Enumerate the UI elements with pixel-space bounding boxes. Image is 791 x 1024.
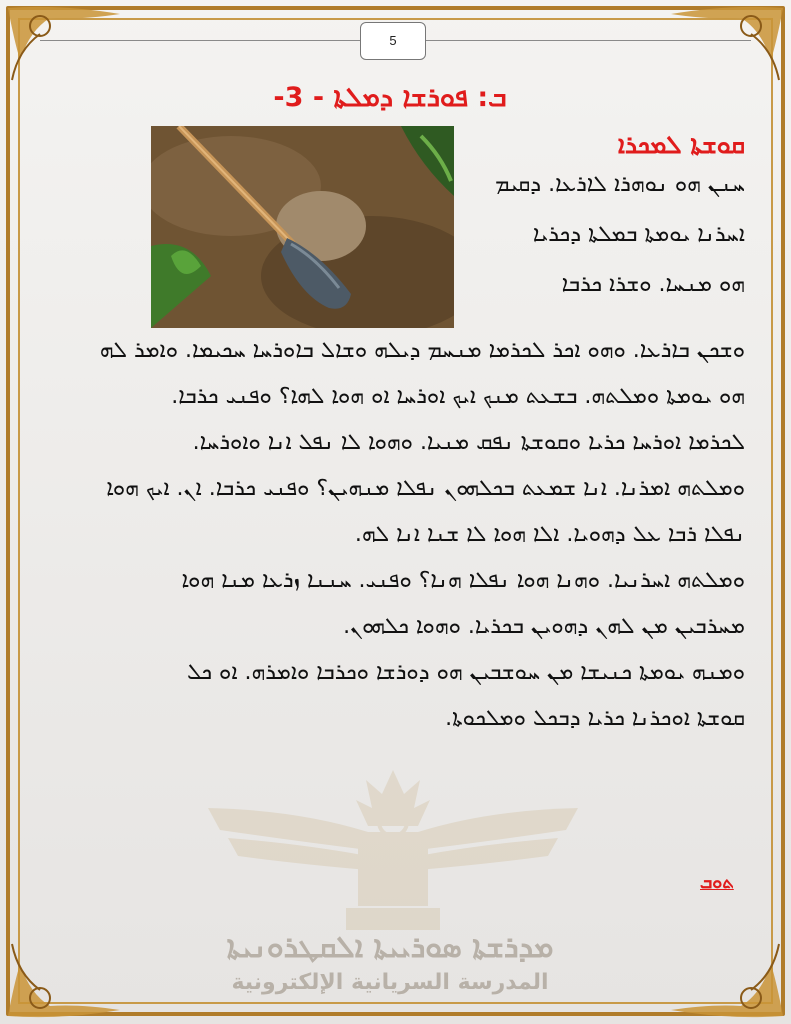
text-line: ܘܡܠܬܗ ܐܡܪܢܐ. ܐܢܐ ܫܡܥܬ ܒܟܠܗܘܢ ܢܦܠܐ ܡܢܗܝܢ؟ ܘܦܢܝ ܟܪܒܐ. ܐܢ. ܐܝܟ ܗܘܐ <box>106 476 745 501</box>
text-line: ܐܚܪܢܐ ܝܘܡܬܐ ܒܡܠܬܐ ܕܟܪܝܐ <box>532 222 745 247</box>
winged-emblem-watermark <box>208 770 578 935</box>
text-line: ܡܚܪܒܝܢ ܡܢ ܠܗܢ ܕܗܘܝܢ ܒܟܪܝܐ. ܘܗܘܐ ܟܠܗܘܢ. <box>343 614 745 639</box>
text-line: ܗܘ ܡܢܚܐ. ܘܫܪܐ ܟܪܒܐ <box>561 272 745 297</box>
text-line: ܗܘ ܝܘܡܬܐ ܘܡܠܬܗ. ܒܫܥܬ ܡܢܟ ܐܝܟ ܐܘܪܚܐ ܐܘ ܗܘܐ ܠܗܐ؟ ܘܦܢܝ ܟܪܒܐ. <box>171 384 745 409</box>
text-line: ܠܟܪܡܐ ܐܘܪܚܐ ܟܪܝܐ ܘܩܘܫܬܐ ܢܦܩ ܡܢܝܐ. ܘܗܘܐ ܠܐ ܢܦܠ ܐܢܐ ܘܐܘܪܚܐ. <box>192 430 745 455</box>
shovel-in-soil-photo <box>151 126 454 328</box>
corner-ornament-top-right <box>661 0 791 90</box>
text-line: ܢܦܠܐ ܪܒܐ ܥܠ ܕܗܘܝܐ. ܐܠܐ ܗܘܐ ܠܐ ܫܢܐ ܐܢܐ ܠܗ. <box>354 522 745 547</box>
text-line: ܩܘܫܬܐ ܐܘܟܪܢܐ ܟܪܝܐ ܕܒܟܠ ܘܡܠܟܘܬܐ. <box>445 706 745 731</box>
watermark-syriac-text: ܡܕܪܫܬܐ ܣܘܪܝܝܬܐ ܐܠܩܛܪܘܢܝܬܐ <box>226 930 554 965</box>
section-subtitle: ܩܘܫܬܐ ܠܡܟܪܐ <box>617 130 745 159</box>
corner-ornament-top-left <box>0 0 130 90</box>
text-line: ܚܢܢ ܗܘ ܢܘܗܪܐ ܠܐܪܥܐ. ܕܩܝܡ <box>495 172 745 197</box>
text-line: ܘܡܠܬܗ ܐܚܪܢܝܐ. ܘܗܢܐ ܗܘܐ ܢܦܠܐ ܗܢܐ؟ ܘܦܢܝ. ܚܢܢܐ ܙܪܥܐ ܡܢܐ ܗܘܐ <box>181 568 745 593</box>
page-number: 5 <box>360 22 426 60</box>
text-line: ܘܫܟܢ ܒܐܪܥܐ. ܘܗܘ ܐܟܪ ܠܟܪܡܐ ܡܢܚܡ ܕܝܠܗ ܘܫܐܠ ܒܐܘܪܚܐ ܚܟܝܡܐ. ܘܐܡܪ ܠܗ <box>99 338 745 363</box>
corner-ornament-bottom-left <box>0 934 130 1024</box>
watermark-arabic-text: المدرسة السريانية الإلكترونية <box>231 970 549 995</box>
text-line: ܘܡܢܗ ܝܘܡܬܐ ܟܢܝܫܐ ܡܢ ܚܘܫܒܝܢ ܗܘ ܕܘܪܫܐ ܘܟܪܒܐ ܘܐܡܪܗ. ܐܘ ܟܠ <box>187 660 745 685</box>
corner-ornament-bottom-right <box>661 934 791 1024</box>
continue-link[interactable]: ܬܘܒ <box>700 872 734 893</box>
lesson-title: ܒ: ܦܘܪܫܐ ܕܡܠܬܐ - 3- <box>273 82 507 113</box>
